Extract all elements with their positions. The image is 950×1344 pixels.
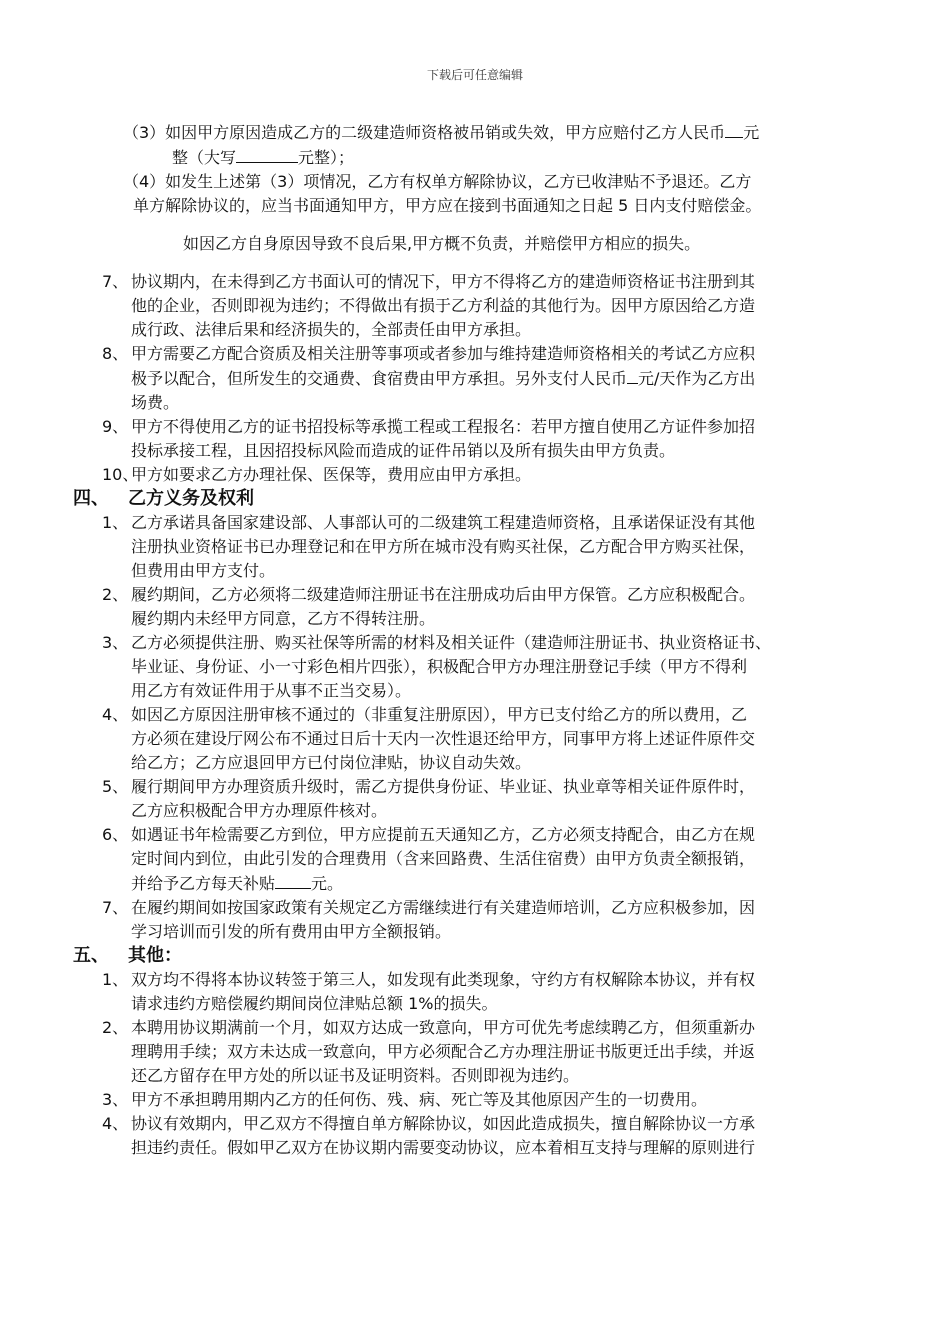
list-item: 4、 协议有效期内，甲乙双方不得擅自单方解除协议，如因此造成损失，擅自解除协议一方承 [102, 1114, 756, 1133]
list-item: 4、 如因乙方原因注册审核不通过的（非重复注册原因），甲方已支付给乙方的所以费用，乙 [102, 705, 748, 724]
list-item-line: 乙方应积极配合甲方办理原件核对。 [131, 801, 388, 820]
list-item-line: 并给予乙方每天补贴 元。 [0, 871, 950, 896]
list-item: 10、 甲方如要求乙方办理社保、医保等，费用应由甲方承担。 [102, 465, 532, 484]
blank-amount-words [236, 145, 298, 163]
list-item-line: 方必须在建设厅网公布不通过日后十天内一次性退还给甲方，同事甲方将上述证件原件交 [131, 729, 756, 748]
blank-allowance [275, 871, 311, 889]
list-item-line: 但费用由甲方支付。 [131, 561, 276, 580]
list-item-line: 他的企业，否则即视为违约；不得做出有损于乙方利益的其他行为。因甲方原因给乙方造 [131, 296, 756, 315]
clause-3-line: 整（大写 元整）； [0, 145, 950, 170]
clause-4-line: （4）如发生上述第（3）项情况，乙方有权单方解除协议，乙方已收津贴不予退还。乙方 [123, 172, 752, 191]
list-item-line: 成行政、法律后果和经济损失的，全部责任由甲方承担。 [131, 320, 532, 339]
list-item-line: 定时间内到位，由此引发的合理费用（含来回路费、生活住宿费）由甲方负责全额报销， [131, 849, 756, 868]
list-item: 9、 甲方不得使用乙方的证书招投标等承揽工程或工程报名：若甲方擅自使用乙方证件参加招 [102, 417, 756, 436]
clause-4-line: 单方解除协议的，应当书面通知甲方，甲方应在接到书面通知之日起 5 日内支付赔偿金。 [133, 196, 762, 215]
list-item: 5、 履行期间甲方办理资质升级时，需乙方提供身份证、毕业证、执业章等相关证件原件时， [102, 777, 756, 796]
list-item-line: 注册执业资格证书已办理登记和在甲方所在城市没有购买社保，乙方配合甲方购买社保， [131, 537, 756, 556]
page-header: 下载后可任意编辑 [426, 68, 523, 82]
list-item-line: 请求违约方赔偿履约期间岗位津贴总额 1%的损失。 [131, 994, 498, 1013]
list-item: 3、 乙方必须提供注册、购买社保等所需的材料及相关证件（建造师注册证书、执业资格证书、 [102, 633, 772, 652]
document-body [0, 120, 950, 1160]
list-item-line: 理聘用手续；双方未达成一致意向，甲方必须配合乙方办理注册证书版更迁出手续，并返 [131, 1042, 756, 1061]
list-item: 2、 本聘用协议期满前一个月，如双方达成一致意向，甲方可优先考虑续聘乙方，但须重新办 [102, 1018, 756, 1037]
list-item: 3、 甲方不承担聘用期内乙方的任何伤、残、病、死亡等及其他原因产生的一切费用。 [102, 1090, 708, 1109]
blank-amount [725, 120, 743, 138]
list-item: 2、 履约期间，乙方必须将二级建造师注册证书在注册成功后由甲方保管。乙方应积极配合。 [102, 585, 756, 604]
list-item-line: 履约期内未经甲方同意，乙方不得转注册。 [131, 609, 436, 628]
list-item-line: 毕业证、身份证、小一寸彩色相片四张），积极配合甲方办理注册登记手续（甲方不得利 [131, 657, 748, 676]
section-heading: 四、 乙方义务及权利 [73, 488, 254, 509]
list-item: 1、 乙方承诺具备国家建设部、人事部认可的二级建筑工程建造师资格，且承诺保证没有其他 [102, 513, 756, 532]
list-item-line: 用乙方有效证件用于从事不正当交易）。 [131, 681, 412, 700]
list-item: 7、 在履约期间如按国家政策有关规定乙方需继续进行有关建造师培训，乙方应积极参加，因 [102, 898, 756, 917]
list-item-line: 给乙方；乙方应退回甲方已付岗位津贴，协议自动失效。 [131, 753, 532, 772]
section-heading: 五、 其他： [73, 945, 182, 966]
list-item-line: 学习培训而引发的所有费用由甲方全额报销。 [131, 922, 452, 941]
blank-fee [627, 366, 638, 384]
list-item-line: 担违约责任。假如甲乙双方在协议期内需要变动协议，应本着相互支持与理解的原则进行 [131, 1138, 756, 1157]
list-item-line: 投标承接工程，且因招投标风险而造成的证件吊销以及所有损失由甲方负责。 [131, 441, 676, 460]
list-item: 1、 双方均不得将本协议转签于第三人，如发现有此类现象，守约方有权解除本协议，并有权 [102, 970, 756, 989]
clause-3-line: （3）如因甲方原因造成乙方的二级建造师资格被吊销或失效，甲方应赔付乙方人民币 元 [0, 120, 950, 145]
list-item: 8、 甲方需要乙方配合资质及相关注册等事项或者参加与维持建造师资格相关的考试乙方应积 [102, 344, 756, 363]
list-item-line: 场费。 [131, 393, 180, 412]
list-item-line: 极予以配合，但所发生的交通费、食宿费由甲方承担。另外支付人民币 元/天作为乙方出 [0, 366, 950, 391]
list-item-line: 还乙方留存在甲方处的所以证书及证明资料。否则即视为违约。 [131, 1066, 580, 1085]
list-item: 6、 如遇证书年检需要乙方到位，甲方应提前五天通知乙方，乙方必须支持配合，由乙方在规 [102, 825, 756, 844]
note-line: 如因乙方自身原因导致不良后果,甲方概不负责，并赔偿甲方相应的损失。 [183, 234, 701, 253]
list-item: 7、 协议期内，在未得到乙方书面认可的情况下，甲方不得将乙方的建造师资格证书注册到其 [102, 272, 756, 291]
